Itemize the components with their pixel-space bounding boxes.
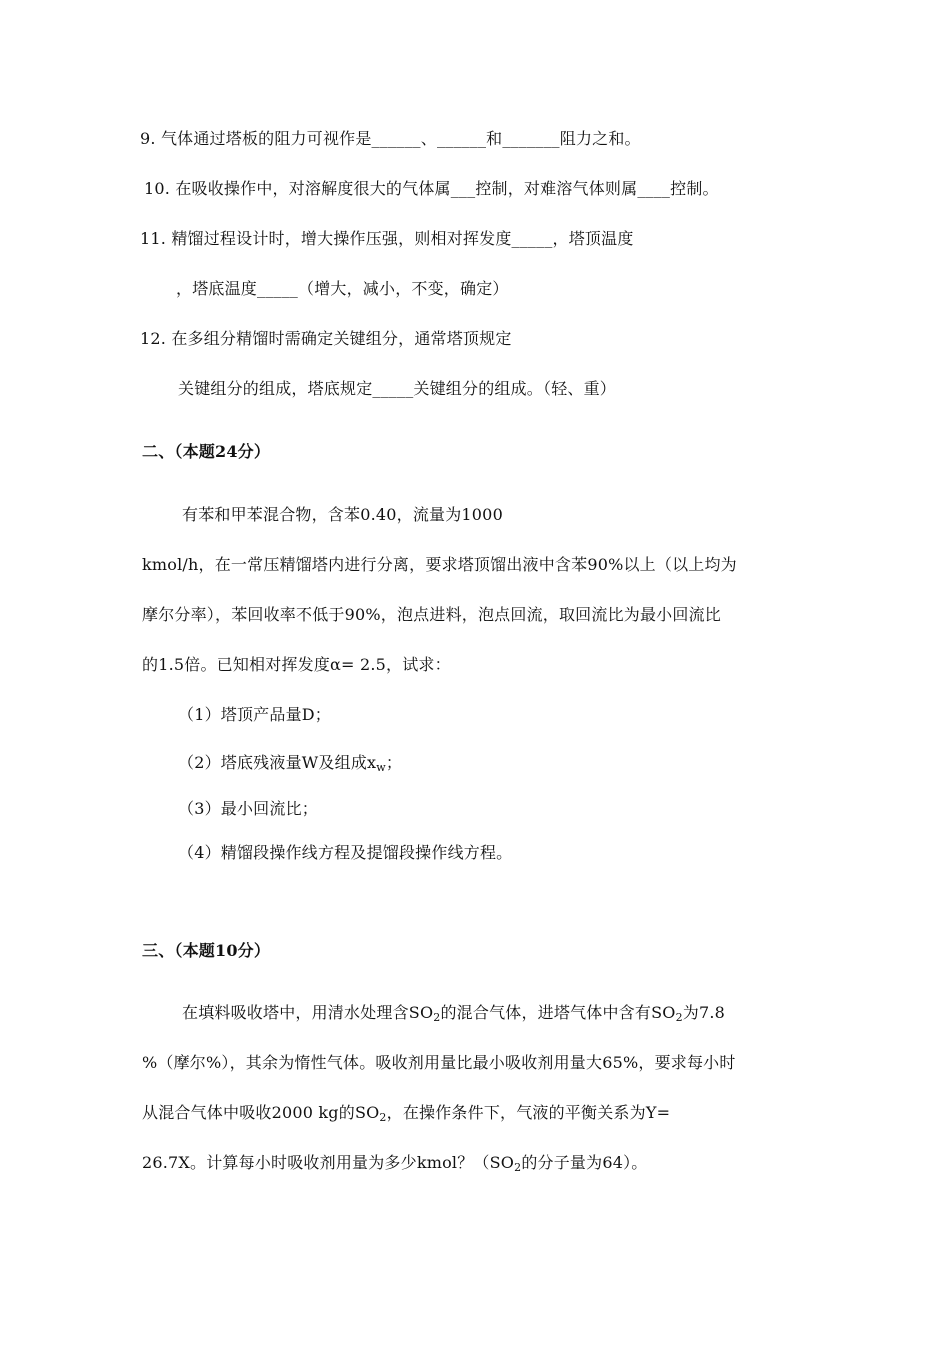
section-2-item-2: （2）塔底残液量W及组成$x_w$； bbox=[178, 753, 403, 774]
section-2-item-4: （4）精馏段操作线方程及提馏段操作线方程。 bbox=[178, 843, 513, 862]
question-11-line1: 11. 精馏过程设计时，增大操作压强，则相对挥发度_____，塔顶温度 bbox=[140, 229, 634, 248]
section-2-paragraph-line1: 有苯和甲苯混合物，含苯0.40，流量为1000 bbox=[182, 505, 503, 524]
question-11-line2: ，塔底温度_____（增大，减小，不变，确定） bbox=[176, 279, 509, 298]
question-10: 10. 在吸收操作中，对溶解度很大的气体属___控制，对难溶气体则属____控制。 bbox=[144, 179, 719, 198]
section-2-paragraph-line3: 摩尔分率），苯回收率不低于90%，泡点进料，泡点回流，取回流比为最小回流比 bbox=[142, 605, 721, 624]
section-3-paragraph-line3: 从混合气体中吸收2000 kg的$SO_2$，在操作条件下，气液的平衡关系为Y= bbox=[142, 1103, 671, 1124]
section-3-paragraph-line4: 26.7X。计算每小时吸收剂用量为多少kmol？（$SO_2$的分子量为64）。 bbox=[142, 1153, 648, 1174]
section-2-item-3: （3）最小回流比； bbox=[178, 799, 318, 818]
section-2-paragraph-line4: 的1.5倍。已知相对挥发度α= 2.5，试求： bbox=[142, 655, 451, 674]
section-3-paragraph-line1: 在填料吸收塔中，用清水处理含$SO_2$的混合气体，进塔气体中含有$SO_2$为7.8 bbox=[182, 1003, 726, 1024]
section-3-paragraph-line2: %（摩尔%），其余为惰性气体。吸收剂用量比最小吸收剂用量大65%，要求每小时 bbox=[142, 1053, 736, 1072]
section-3-heading: 三、（本题10分） bbox=[142, 941, 271, 960]
question-12-line1: 12. 在多组分精馏时需确定关键组分，通常塔顶规定 bbox=[140, 329, 512, 348]
subscript-w: w bbox=[376, 761, 386, 774]
section-2-item-1: （1）塔顶产品量D； bbox=[178, 705, 332, 724]
question-12-line2: 关键组分的组成，塔底规定_____关键组分的组成。（轻、重） bbox=[178, 379, 617, 398]
section-2-paragraph-line2: kmol/h，在一常压精馏塔内进行分离，要求塔顶馏出液中含苯90%以上（以上均为 bbox=[142, 555, 737, 574]
section-2-heading: 二、（本题24分） bbox=[142, 442, 271, 461]
question-9: 9. 气体通过塔板的阻力可视作是______、______和_______阻力之和。 bbox=[140, 129, 641, 148]
